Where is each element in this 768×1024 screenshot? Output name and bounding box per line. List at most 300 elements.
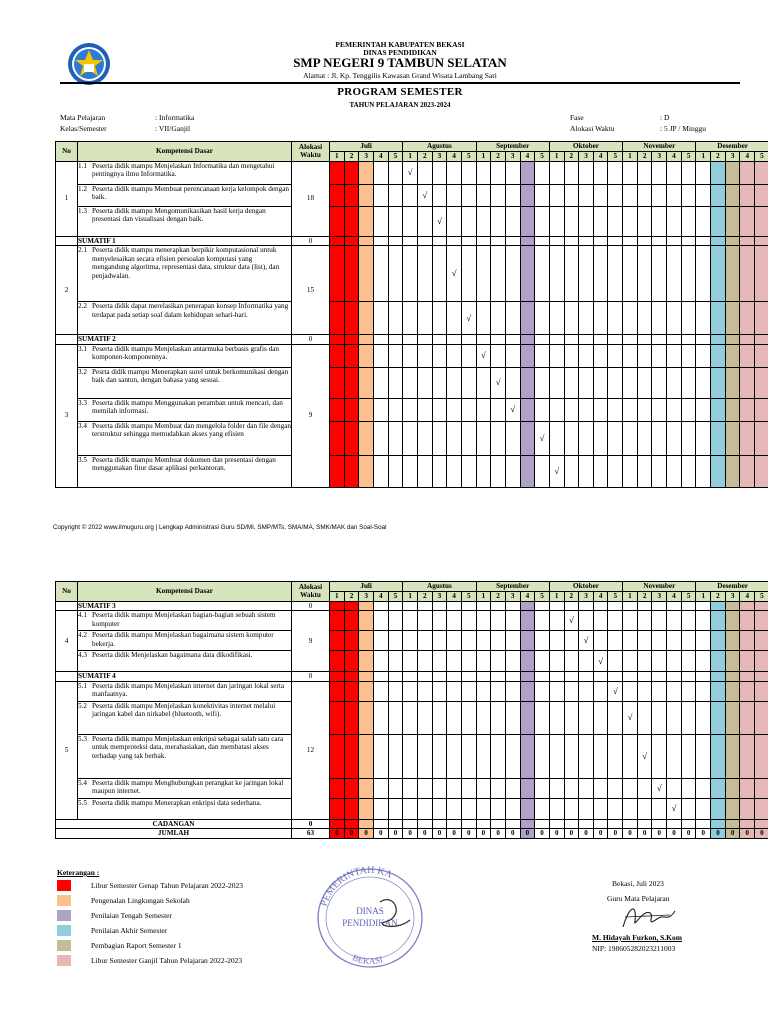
week-cell: [432, 302, 447, 335]
week-cell: [373, 778, 388, 798]
week-number: 1: [623, 152, 638, 162]
week-cell: 0: [755, 829, 768, 839]
week-cell: [388, 335, 403, 345]
kd-wrap: [78, 368, 291, 385]
kd-number: 5.3: [78, 734, 87, 743]
week-cell: [505, 161, 520, 184]
week-cell: [359, 367, 374, 398]
week-cell: [417, 734, 432, 778]
week-cell: [432, 819, 447, 829]
legend-item: [57, 923, 243, 938]
week-cell: [711, 421, 726, 455]
week-cell: [608, 236, 623, 246]
week-cell: [593, 819, 608, 829]
week-number: 1: [549, 592, 564, 602]
mapel-label: Mata Pelajaran: [60, 113, 106, 122]
kd-description: Peserta didik mampu Membuat dan mengelola folder dan file dengan terstruktur sehingga memudahkan akses yang efisien: [92, 421, 291, 439]
week-cell: [696, 672, 711, 682]
kd-text-cell: [78, 421, 292, 455]
kd-text-cell: [78, 398, 292, 421]
week-cell: [549, 672, 564, 682]
month-header: September: [476, 582, 549, 592]
week-cell: [608, 184, 623, 206]
week-cell: [579, 398, 594, 421]
week-cell: [491, 344, 506, 367]
kd-description: Peserta didik mampu Menjelaskan enkripsi sebagai salah satu cara untuk memproteksi data, merahasiakan, dan membatasi akses terhadap yang tak berhak.: [92, 734, 284, 760]
week-number: 5: [608, 592, 623, 602]
week-cell: [344, 398, 359, 421]
week-cell: 0: [520, 829, 535, 839]
week-cell: [623, 819, 638, 829]
week-cell: [417, 631, 432, 651]
week-cell: [535, 734, 550, 778]
month-header: Oktober: [549, 582, 622, 592]
month-header: Desember: [696, 142, 768, 152]
jumlah-row: [56, 829, 768, 839]
month-header: November: [623, 582, 696, 592]
week-cell: [461, 672, 476, 682]
info-labels-right: [570, 112, 614, 134]
week-cell: [403, 701, 418, 734]
week-cell: [579, 246, 594, 302]
week-cell: [520, 611, 535, 631]
info-labels-left: [60, 112, 107, 134]
week-cell: [564, 367, 579, 398]
week-cell: [593, 681, 608, 701]
cadangan-alokasi: 0: [292, 819, 330, 829]
week-cell: [403, 798, 418, 819]
week-cell: [667, 184, 682, 206]
week-cell-checked: √: [652, 778, 667, 798]
week-number: 4: [447, 152, 462, 162]
stamp-bottom-text: BEKASI: [351, 952, 385, 967]
week-cell: [725, 681, 740, 701]
week-cell: [579, 734, 594, 778]
week-cell: [725, 335, 740, 345]
week-cell: [564, 421, 579, 455]
week-cell: [432, 421, 447, 455]
week-cell: [681, 631, 696, 651]
week-cell: [564, 651, 579, 672]
week-cell: [535, 651, 550, 672]
kd-row: [56, 161, 768, 184]
week-cell: [740, 421, 755, 455]
week-cell: [696, 778, 711, 798]
week-cell: [579, 421, 594, 455]
week-cell: [681, 206, 696, 236]
week-cell: 0: [476, 829, 491, 839]
week-cell: [549, 236, 564, 246]
week-cell: [535, 206, 550, 236]
week-cell: [740, 778, 755, 798]
week-cell: [696, 161, 711, 184]
week-cell: [755, 701, 768, 734]
kd-description: Peserta didik mampu Membuat dokumen dan presentasi dengan menggunakan fitur dasar aplikasi perkantoran.: [92, 455, 276, 473]
week-cell: [388, 236, 403, 246]
week-cell: [681, 184, 696, 206]
week-cell: [755, 335, 768, 345]
week-cell: [755, 421, 768, 455]
week-cell: [652, 651, 667, 672]
week-cell: [417, 601, 432, 611]
kd-description: Peserta didik mampu Membuat perencanaan kerja kelompok dengan baik.: [92, 184, 289, 202]
week-cell: [344, 335, 359, 345]
week-cell: [403, 651, 418, 672]
week-cell: [476, 302, 491, 335]
week-cell: [359, 455, 374, 487]
week-cell: [491, 701, 506, 734]
week-cell: [564, 734, 579, 778]
week-cell: [491, 246, 506, 302]
week-cell: [711, 344, 726, 367]
week-cell: [579, 184, 594, 206]
week-cell: [667, 161, 682, 184]
kd-description: Peserta didik mampu Mengomunikasikan hasil kerja dengan presentasi dan visualisasi dengan baik.: [92, 206, 266, 224]
week-cell: [535, 631, 550, 651]
week-cell: [593, 455, 608, 487]
week-cell: [417, 246, 432, 302]
legend-label: Pengenalan Lingkungan Sekolah: [91, 896, 190, 905]
week-cell: [417, 302, 432, 335]
week-cell: [373, 236, 388, 246]
week-cell: [740, 206, 755, 236]
week-number: 3: [579, 152, 594, 162]
week-cell: 0: [344, 829, 359, 839]
kd-number: 4.3: [78, 651, 87, 660]
week-cell: [681, 236, 696, 246]
kd-number: 1.3: [78, 206, 87, 215]
week-cell: [491, 161, 506, 184]
kd-wrap: [78, 422, 291, 439]
week-cell: [725, 246, 740, 302]
week-cell: [373, 246, 388, 302]
week-cell: [681, 398, 696, 421]
week-cell: [505, 335, 520, 345]
week-number: 1: [330, 592, 345, 602]
week-cell: [608, 701, 623, 734]
week-cell: [623, 778, 638, 798]
week-cell: [491, 798, 506, 819]
week-cell: [564, 681, 579, 701]
week-cell: [461, 367, 476, 398]
week-cell: [359, 778, 374, 798]
week-cell: [403, 302, 418, 335]
week-cell: [476, 421, 491, 455]
week-cell: [652, 681, 667, 701]
sumatif-row: [56, 335, 768, 345]
kd-number: 3.3: [78, 398, 87, 407]
kd-description: Peserta didik mampu menerapkan berpikir komputasional untuk menyelesaikan secara efisien persoalan komputasi yang mengandung algoritma, representasi data, struktur data (list), dan penjadwalan.: [92, 246, 280, 280]
week-cell: [359, 651, 374, 672]
week-cell: [652, 246, 667, 302]
week-cell: [403, 236, 418, 246]
week-cell: [623, 367, 638, 398]
week-cell: 0: [359, 829, 374, 839]
legend-label: Pembagian Raport Semester 1: [91, 941, 182, 950]
week-cell: [403, 601, 418, 611]
week-cell: [637, 206, 652, 236]
week-cell: [681, 681, 696, 701]
week-cell: [593, 246, 608, 302]
week-cell: [388, 161, 403, 184]
week-cell: [711, 611, 726, 631]
kd-number: 3.5: [78, 455, 87, 464]
header-alokasi: [292, 142, 330, 162]
week-cell: [330, 421, 345, 455]
week-cell: [403, 734, 418, 778]
week-cell-checked: √: [549, 455, 564, 487]
week-number: 5: [461, 592, 476, 602]
week-cell: [755, 236, 768, 246]
week-cell: [359, 421, 374, 455]
week-cell: [476, 601, 491, 611]
week-number: 1: [476, 152, 491, 162]
week-cell: [388, 455, 403, 487]
kd-number: 1.1: [78, 161, 87, 170]
week-cell: 0: [549, 829, 564, 839]
week-cell: [461, 681, 476, 701]
week-cell: [461, 798, 476, 819]
kd-text-cell: [78, 161, 292, 184]
academic-year: TAHUN PELAJARAN 2023-2024: [349, 101, 451, 109]
week-cell: [711, 798, 726, 819]
week-cell: [549, 246, 564, 302]
week-cell: [447, 421, 462, 455]
legend-swatch: [57, 925, 71, 936]
week-cell: [652, 819, 667, 829]
week-number: 1: [403, 152, 418, 162]
week-cell: [330, 335, 345, 345]
header-alokasi-line2: Waktu: [300, 591, 321, 600]
week-cell: [359, 398, 374, 421]
kd-row: [56, 631, 768, 651]
week-cell: [417, 778, 432, 798]
week-cell: [535, 335, 550, 345]
week-cell: [432, 778, 447, 798]
schedule-table-2: [55, 581, 768, 839]
week-cell: [403, 206, 418, 236]
week-cell: [491, 455, 506, 487]
week-cell: [681, 601, 696, 611]
week-cell: [330, 601, 345, 611]
week-cell: [608, 611, 623, 631]
week-cell: [344, 778, 359, 798]
week-cell: [740, 302, 755, 335]
cadangan-label: CADANGAN: [56, 819, 292, 829]
week-cell: 0: [373, 829, 388, 839]
week-number: 3: [432, 152, 447, 162]
kd-text-cell: [78, 651, 292, 672]
week-cell: [725, 701, 740, 734]
week-cell: [593, 421, 608, 455]
week-number: 5: [388, 592, 403, 602]
week-cell: [461, 206, 476, 236]
week-cell: [330, 819, 345, 829]
week-cell: [403, 335, 418, 345]
week-cell: [755, 206, 768, 236]
week-cell: [461, 184, 476, 206]
week-cell: [667, 672, 682, 682]
week-cell: [359, 631, 374, 651]
kd-wrap: [78, 207, 291, 224]
week-cell: [667, 601, 682, 611]
week-cell: [447, 651, 462, 672]
week-cell: [637, 819, 652, 829]
week-cell: [593, 184, 608, 206]
kd-text-cell: [78, 206, 292, 236]
week-cell: [623, 611, 638, 631]
week-cell: [432, 184, 447, 206]
week-cell: [740, 236, 755, 246]
kd-description: Peserta didik mampu Menggunakan peramban untuk mencari, dan memilah informasi.: [92, 398, 283, 416]
week-cell: 0: [417, 829, 432, 839]
signature-image: [615, 899, 685, 933]
week-cell: [711, 236, 726, 246]
week-cell: [593, 302, 608, 335]
week-cell: [388, 398, 403, 421]
week-cell: [696, 302, 711, 335]
week-number: 2: [711, 152, 726, 162]
week-cell: [549, 681, 564, 701]
kd-row: [56, 651, 768, 672]
week-cell: [432, 798, 447, 819]
week-cell: [549, 601, 564, 611]
week-cell: [637, 778, 652, 798]
week-cell: 0: [593, 829, 608, 839]
week-number: 3: [579, 592, 594, 602]
week-number: 5: [608, 152, 623, 162]
week-cell: [461, 161, 476, 184]
kd-wrap: [78, 302, 291, 319]
week-cell: [461, 778, 476, 798]
week-cell-checked: √: [491, 367, 506, 398]
week-number: 3: [725, 152, 740, 162]
week-cell: [623, 236, 638, 246]
week-cell: [637, 246, 652, 302]
week-cell: [564, 398, 579, 421]
week-cell: [725, 367, 740, 398]
week-number: 2: [491, 592, 506, 602]
week-cell: [535, 455, 550, 487]
kd-number: 4.2: [78, 631, 87, 640]
week-cell: [593, 344, 608, 367]
week-cell: [447, 611, 462, 631]
kd-number: 5.5: [78, 798, 87, 807]
week-cell: [432, 601, 447, 611]
week-number: 4: [667, 592, 682, 602]
month-header: Desember: [696, 582, 768, 592]
kd-row: [56, 701, 768, 734]
week-cell: [696, 367, 711, 398]
copyright-text: Copyright © 2022 www.ilmuguru.org | Lengkap Administrasi Guru SD/MI, SMP/MTs, SMA/MA, SMK/MAK dan Soal-Soal: [53, 524, 387, 531]
week-cell: [476, 236, 491, 246]
week-number: 2: [344, 592, 359, 602]
week-cell: [623, 455, 638, 487]
week-cell: [505, 681, 520, 701]
week-cell: [520, 335, 535, 345]
week-cell: [725, 455, 740, 487]
week-cell: [388, 246, 403, 302]
info-values-right: [660, 112, 706, 134]
week-number: 4: [740, 592, 755, 602]
week-cell: 0: [623, 829, 638, 839]
week-cell: [755, 734, 768, 778]
week-cell: [476, 672, 491, 682]
legend-label: Penilaian Tengah Semester: [91, 911, 172, 920]
week-cell: 0: [725, 829, 740, 839]
week-cell: 0: [608, 829, 623, 839]
week-cell: [447, 161, 462, 184]
week-cell: [344, 206, 359, 236]
kd-row: [56, 681, 768, 701]
week-number: 3: [725, 592, 740, 602]
kelas-label: Kelas/Semester: [60, 124, 107, 133]
week-cell: [579, 651, 594, 672]
kd-wrap: [78, 246, 291, 280]
week-cell: 0: [579, 829, 594, 839]
week-cell: [608, 778, 623, 798]
week-cell: [344, 455, 359, 487]
week-cell: [373, 681, 388, 701]
header-alokasi-line1: Alokasi: [298, 142, 323, 151]
week-cell: [667, 335, 682, 345]
week-cell: [579, 367, 594, 398]
place-date: Bekasi, Juli 2023: [612, 879, 664, 888]
week-cell: [344, 184, 359, 206]
week-cell: [535, 681, 550, 701]
week-cell: [373, 421, 388, 455]
week-cell: [667, 455, 682, 487]
week-cell: [564, 206, 579, 236]
kd-text-cell: [78, 455, 292, 487]
week-cell: [593, 367, 608, 398]
week-cell: [593, 236, 608, 246]
kd-row: [56, 302, 768, 335]
school-name: SMP NEGERI 9 TAMBUN SELATAN: [293, 55, 507, 70]
week-cell: [447, 778, 462, 798]
week-cell: [447, 236, 462, 246]
week-cell: [491, 302, 506, 335]
week-cell: [740, 631, 755, 651]
week-cell: [623, 631, 638, 651]
kd-text-cell: [78, 778, 292, 798]
week-cell: [359, 335, 374, 345]
week-cell: [505, 778, 520, 798]
week-cell: [637, 184, 652, 206]
week-cell: [740, 672, 755, 682]
kd-number: 4.1: [78, 611, 87, 620]
week-cell: [667, 344, 682, 367]
week-cell: [637, 611, 652, 631]
week-cell: [417, 206, 432, 236]
week-cell: [491, 611, 506, 631]
week-cell: [667, 734, 682, 778]
week-cell: [652, 701, 667, 734]
week-cell: [667, 651, 682, 672]
week-cell: [667, 398, 682, 421]
week-cell: [330, 681, 345, 701]
info-values-left: [155, 112, 194, 134]
week-cell: [711, 778, 726, 798]
week-cell: [681, 367, 696, 398]
week-cell: [417, 681, 432, 701]
kd-group-number: 5: [56, 681, 78, 819]
week-cell: [740, 246, 755, 302]
kd-alokasi: 9: [292, 611, 330, 672]
kd-description: Peserta didik mampu Menjelaskan bagaimana sistem komputer bekerja.: [92, 631, 274, 648]
week-cell: [330, 631, 345, 651]
week-cell: [755, 611, 768, 631]
